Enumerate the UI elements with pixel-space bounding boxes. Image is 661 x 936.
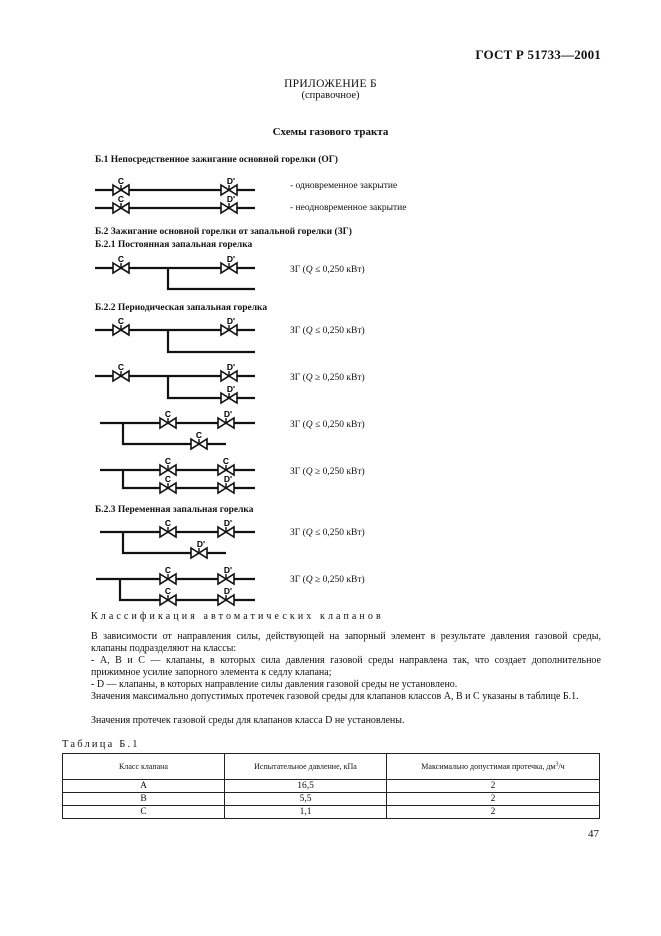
cell-class: С [63, 806, 225, 819]
cell-leak: 2 [387, 806, 600, 819]
valve-label: D' [226, 362, 236, 372]
cell-leak: 2 [387, 780, 600, 793]
valve-label: C [117, 254, 125, 264]
valve-label: D' [223, 409, 233, 419]
classification-p1: В зависимости от направления силы, действующей на запорный элемент в результате давления газовой среды, клапаны подразделяют на классы: [91, 631, 601, 654]
valve-c [113, 362, 129, 381]
valve-label: C [164, 518, 172, 528]
valve-label: D' [226, 384, 236, 394]
valve-c [160, 474, 176, 493]
valve-d [221, 316, 237, 335]
cell-pressure: 1,1 [225, 806, 387, 819]
note-simultaneous: - одновременное закрытие [290, 181, 398, 191]
formula-ge-2: ЗГ (Q ≥ 0,250 кВт) [290, 467, 365, 477]
valve-label: D' [226, 194, 236, 204]
pipe-line [168, 268, 255, 289]
valve-c [218, 456, 234, 475]
pipe-lines [95, 190, 255, 600]
valve-label: C [164, 409, 172, 419]
valve-c [160, 518, 176, 537]
valve-d [221, 254, 237, 273]
heading-b2: Б.2 Зажигание основной горелки от запальной горелки (ЗГ) [95, 227, 352, 237]
valve-d [221, 384, 237, 403]
valve-label: C [164, 456, 172, 466]
pipe-line [123, 470, 255, 488]
valve-d [191, 539, 207, 558]
formula-le-4: ЗГ (Q ≤ 0,250 кВт) [290, 528, 365, 538]
valves [113, 176, 237, 605]
cell-class: А [63, 780, 225, 793]
valve-label: C [117, 316, 125, 326]
table-row [63, 793, 600, 806]
valve-c [113, 254, 129, 273]
cell-class: В [63, 793, 225, 806]
page-number: 47 [588, 828, 599, 840]
valve-d [221, 176, 237, 195]
cell-pressure: 16,5 [225, 780, 387, 793]
heading-b1: Б.1 Непосредственное зажигание основной горелки (ОГ) [95, 155, 338, 165]
note-nonsimultaneous: - неодновременное закрытие [290, 203, 407, 213]
cell-leak: 2 [387, 793, 600, 806]
valve-label: C [164, 474, 172, 484]
valve-c [160, 456, 176, 475]
valve-label: C [117, 194, 125, 204]
valve-label: C [117, 176, 125, 186]
valve-label: C [117, 362, 125, 372]
classification-p3: - D — клапаны, в которых направление силы давления газовой среды не установлено. [91, 679, 458, 690]
classification-heading: Классификация автоматических клапанов [91, 611, 384, 622]
valve-label: D' [196, 539, 206, 549]
valve-label: C [164, 586, 172, 596]
valve-d [218, 409, 234, 428]
valve-label: D' [223, 474, 233, 484]
valve-d [218, 474, 234, 493]
formula-ge-3: ЗГ (Q ≥ 0,250 кВт) [290, 575, 365, 585]
appendix-title: ПРИЛОЖЕНИЕ Б [284, 78, 377, 90]
valve-c [113, 316, 129, 335]
formula-le-1: ЗГ (Q ≤ 0,250 кВт) [290, 265, 365, 275]
col-header-class: Класс клапана [63, 754, 225, 780]
col-header-pressure: Испытательное давление, кПа [225, 754, 387, 780]
valve-c [113, 176, 129, 195]
valve-c [160, 565, 176, 584]
table-row [63, 806, 600, 819]
valve-label: D' [223, 586, 233, 596]
classification-p2: - А, В и С — клапаны, в которых сила давления газовой среды направлена так, что создает дополнительное прижимное усилие запорного элемента к седлу клапана; [91, 655, 601, 678]
valve-d [218, 586, 234, 605]
table-row [63, 780, 600, 793]
valve-d [221, 194, 237, 213]
classification-p4: Значения максимально допустимых протечек газовой среды для клапанов классов А, В и С указаны в таблице Б.1. [91, 691, 579, 702]
valve-c [160, 586, 176, 605]
valve-c [191, 430, 207, 449]
cell-pressure: 5,5 [225, 793, 387, 806]
valve-label: D' [226, 316, 236, 326]
valve-label: C [195, 430, 203, 440]
valve-d [218, 565, 234, 584]
heading-b23: Б.2.3 Переменная запальная горелка [95, 505, 254, 515]
table-header-row [63, 754, 600, 780]
valve-label: C [164, 565, 172, 575]
valve-label: D' [226, 176, 236, 186]
valve-d [221, 362, 237, 381]
pipe-line [168, 330, 255, 352]
leak-table [62, 753, 600, 819]
valve-d [218, 518, 234, 537]
formula-ge-1: ЗГ (Q ≥ 0,250 кВт) [290, 373, 365, 383]
col-header-leak: Максимально допустимая протечка, $дм^3/ч$ [387, 754, 600, 780]
valve-label: D' [223, 518, 233, 528]
valve-label: D' [226, 254, 236, 264]
section-title: Схемы газового тракта [272, 126, 389, 138]
heading-b22: Б.2.2 Периодическая запальная горелка [95, 303, 268, 313]
formula-le-3: ЗГ (Q ≤ 0,250 кВт) [290, 420, 365, 430]
valve-label: C [222, 456, 230, 466]
pipe-line [168, 376, 255, 398]
formula-le-2: ЗГ (Q ≤ 0,250 кВт) [290, 326, 365, 336]
valve-c [113, 194, 129, 213]
appendix-subtitle: (справочное) [301, 90, 360, 101]
valve-c [160, 409, 176, 428]
standard-number: ГОСТ Р 51733—2001 [475, 47, 601, 62]
heading-b21: Б.2.1 Постоянная запальная горелка [95, 240, 253, 250]
table-caption: Таблица Б.1 [62, 739, 140, 750]
classification-p5: Значения протечек газовой среды для клапанов класса D не установлены. [91, 715, 405, 726]
valve-label: D' [223, 565, 233, 575]
